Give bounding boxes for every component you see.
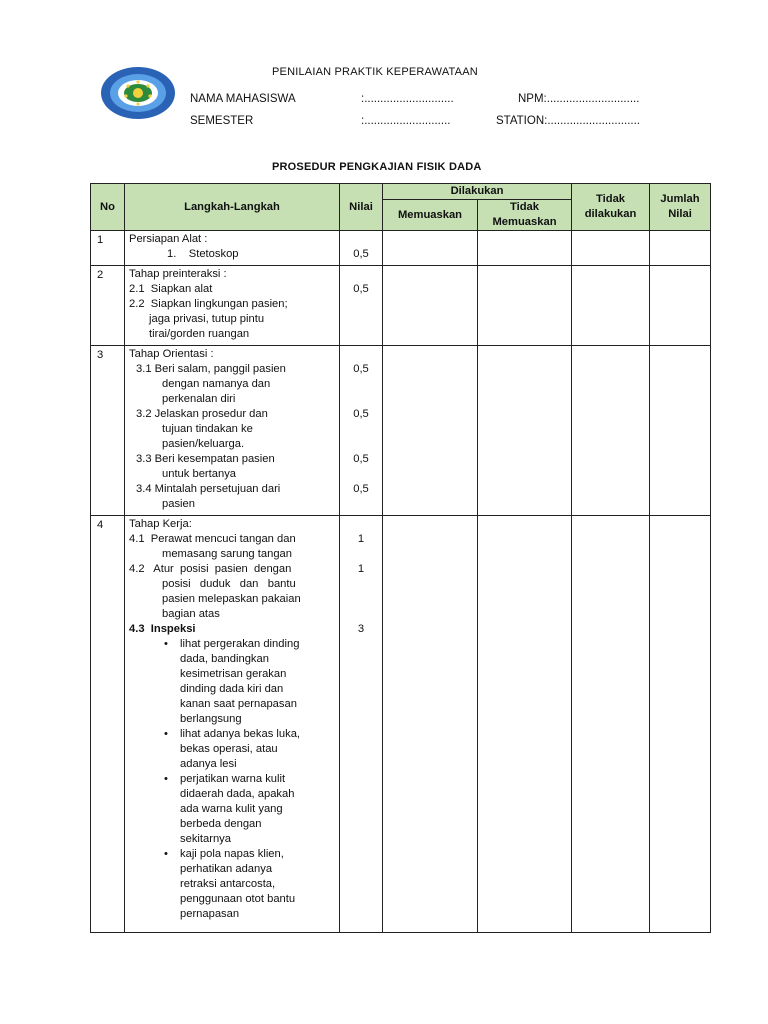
memuaskan-cell[interactable]: [383, 516, 478, 933]
nilai-value: 0,5: [353, 453, 369, 465]
row-number: 2: [91, 266, 125, 346]
bullet-text: perhatikan adanya: [180, 863, 273, 875]
bullet-text: sekitarnya: [180, 833, 231, 845]
header-tidak-memuaskan: [478, 200, 572, 231]
tidak-memuaskan-cell[interactable]: [478, 231, 572, 266]
step-text: 2.1 Siapkan alat: [129, 283, 213, 295]
header-jumlah-nilai: [650, 184, 711, 231]
row-nilai: [340, 231, 383, 266]
step-text: 3.1 Beri salam, panggil pasien: [136, 363, 286, 375]
bullet-list-item: [129, 847, 335, 922]
step-text: 3.2 Jelaskan prosedur dan: [136, 408, 268, 420]
step-text: perkenalan diri: [162, 393, 236, 405]
step-text: dengan namanya dan: [162, 378, 271, 390]
semester-field[interactable]: :...........................: [361, 115, 451, 127]
header-no: No: [91, 184, 125, 231]
header-tidak-dilakukan: [572, 184, 650, 231]
step-text-inspeksi: 4.3 Inspeksi: [129, 623, 196, 635]
bullet-icon: •: [164, 638, 168, 650]
row-nilai: [340, 516, 383, 933]
semester-label: SEMESTER: [190, 115, 254, 127]
memuaskan-cell[interactable]: [383, 346, 478, 516]
bullet-text: lihat adanya bekas luka,: [180, 728, 301, 740]
bullet-text: kaji pola napas klien,: [180, 848, 284, 860]
table-row: [91, 231, 711, 266]
step-text: tirai/gorden ruangan: [149, 328, 250, 340]
bullet-text: kanan saat pernapasan: [180, 698, 297, 710]
bullet-text: penggunaan otot bantu: [180, 893, 296, 905]
tidak-dilakukan-cell[interactable]: [572, 266, 650, 346]
bullet-text: kesimetrisan gerakan: [180, 668, 287, 680]
tidak-dilakukan-cell[interactable]: [572, 516, 650, 933]
row-nilai: [340, 266, 383, 346]
nama-mahasiswa-label: NAMA MAHASISWA: [190, 93, 296, 105]
row-number: 1: [91, 231, 125, 266]
step-text: bagian atas: [162, 608, 220, 620]
step-text: tujuan tindakan ke: [162, 423, 253, 435]
step-text: untuk bertanya: [162, 468, 237, 480]
header-dilakukan: Dilakukan: [383, 184, 572, 200]
bullet-text: didaerah dada, apakah: [180, 788, 295, 800]
bullet-text: lihat pergerakan dinding: [180, 638, 300, 650]
tidak-memuaskan-cell[interactable]: [478, 516, 572, 933]
bullet-icon: •: [164, 728, 168, 740]
table-row: [91, 516, 711, 933]
bullet-text: perjatikan warna kulit: [180, 773, 286, 785]
bullet-list-item: [129, 772, 335, 847]
bullet-text: bekas operasi, atau: [180, 743, 278, 755]
bullet-text: berlangsung: [180, 713, 242, 725]
step-text: posisi duduk dan bantu: [162, 578, 296, 590]
table-row: [91, 266, 711, 346]
nilai-value: 1: [357, 533, 365, 545]
bullet-text: dinding dada kiri dan: [180, 683, 284, 695]
row-nilai: [340, 346, 383, 516]
npm-field[interactable]: NPM:.............................: [518, 93, 640, 105]
bullet-text: retraksi antarcosta,: [180, 878, 276, 890]
header-langkah: Langkah-Langkah: [125, 184, 340, 231]
tidak-dilakukan-cell[interactable]: [572, 346, 650, 516]
bullet-text: dada, bandingkan: [180, 653, 269, 665]
row-number: 4: [91, 516, 125, 933]
step-text: 2.2 Siapkan lingkungan pasien;: [129, 298, 288, 310]
nilai-value: 1: [357, 563, 365, 575]
university-seal-icon: [100, 66, 176, 120]
document-title: PENILAIAN PRAKTIK KEPERAWATAAN: [272, 66, 478, 78]
step-text: 1. Stetoskop: [167, 248, 239, 260]
header-nilai: Nilai: [340, 184, 383, 231]
section-title: PROSEDUR PENGKAJIAN FISIK DADA: [272, 161, 482, 173]
row-number: 3: [91, 346, 125, 516]
row-steps: [125, 231, 340, 266]
bullet-text: berbeda dengan: [180, 818, 262, 830]
step-text: pasien melepaskan pakaian: [162, 593, 301, 605]
tidak-memuaskan-cell[interactable]: [478, 266, 572, 346]
jumlah-nilai-cell[interactable]: [650, 266, 711, 346]
bullet-text: adanya lesi: [180, 758, 237, 770]
header-tidak-dilakukan-line1: Tidak: [596, 193, 626, 205]
nilai-value: 0,5: [353, 248, 369, 260]
bullet-list-item: [129, 637, 335, 727]
row-steps: [125, 266, 340, 346]
memuaskan-cell[interactable]: [383, 266, 478, 346]
nilai-value: 0,5: [353, 283, 369, 295]
jumlah-nilai-cell[interactable]: [650, 231, 711, 266]
header-tidak-memuaskan-line2: Memuaskan: [492, 216, 557, 228]
step-text: 3.3 Beri kesempatan pasien: [136, 453, 275, 465]
step-text: 4.2 Atur posisi pasien dengan: [129, 563, 292, 575]
nilai-value: 0,5: [353, 408, 369, 420]
tidak-memuaskan-cell[interactable]: [478, 346, 572, 516]
table-row: [91, 346, 711, 516]
header-tidak-memuaskan-line1: Tidak: [509, 201, 540, 213]
bullet-list-item: [129, 727, 335, 772]
row-steps: [125, 516, 340, 933]
bullet-text: pernapasan: [180, 908, 240, 920]
tidak-dilakukan-cell[interactable]: [572, 231, 650, 266]
step-text: jaga privasi, tutup pintu: [149, 313, 265, 325]
bullet-icon: •: [164, 773, 168, 785]
step-text: pasien: [162, 498, 195, 510]
step-text: Tahap preinteraksi :: [129, 268, 227, 280]
step-text: 3.4 Mintalah persetujuan dari: [136, 483, 281, 495]
nilai-value: 3: [357, 623, 365, 635]
bullet-text: ada warna kulit yang: [180, 803, 283, 815]
step-text: Tahap Orientasi :: [129, 348, 214, 360]
header-jumlah-line1: Jumlah: [660, 193, 700, 205]
row-steps: [125, 346, 340, 516]
nilai-value: 0,5: [353, 483, 369, 495]
step-text: Tahap Kerja:: [129, 518, 192, 530]
nama-mahasiswa-field[interactable]: :............................: [361, 93, 454, 105]
memuaskan-cell[interactable]: [383, 231, 478, 266]
bullet-icon: •: [164, 848, 168, 860]
nilai-value: 0,5: [353, 363, 369, 375]
station-field[interactable]: STATION:.............................: [496, 115, 640, 127]
header-memuaskan: Memuaskan: [383, 200, 478, 231]
header-jumlah-line2: Nilai: [668, 208, 692, 220]
assessment-table: [90, 183, 711, 933]
step-text: Persiapan Alat :: [129, 233, 208, 245]
jumlah-nilai-cell[interactable]: [650, 516, 711, 933]
jumlah-nilai-cell[interactable]: [650, 346, 711, 516]
header-tidak-dilakukan-line2: dilakukan: [584, 208, 637, 220]
step-text: 4.1 Perawat mencuci tangan dan: [129, 533, 296, 545]
step-text: pasien/keluarga.: [162, 438, 245, 450]
step-text: memasang sarung tangan: [162, 548, 292, 560]
